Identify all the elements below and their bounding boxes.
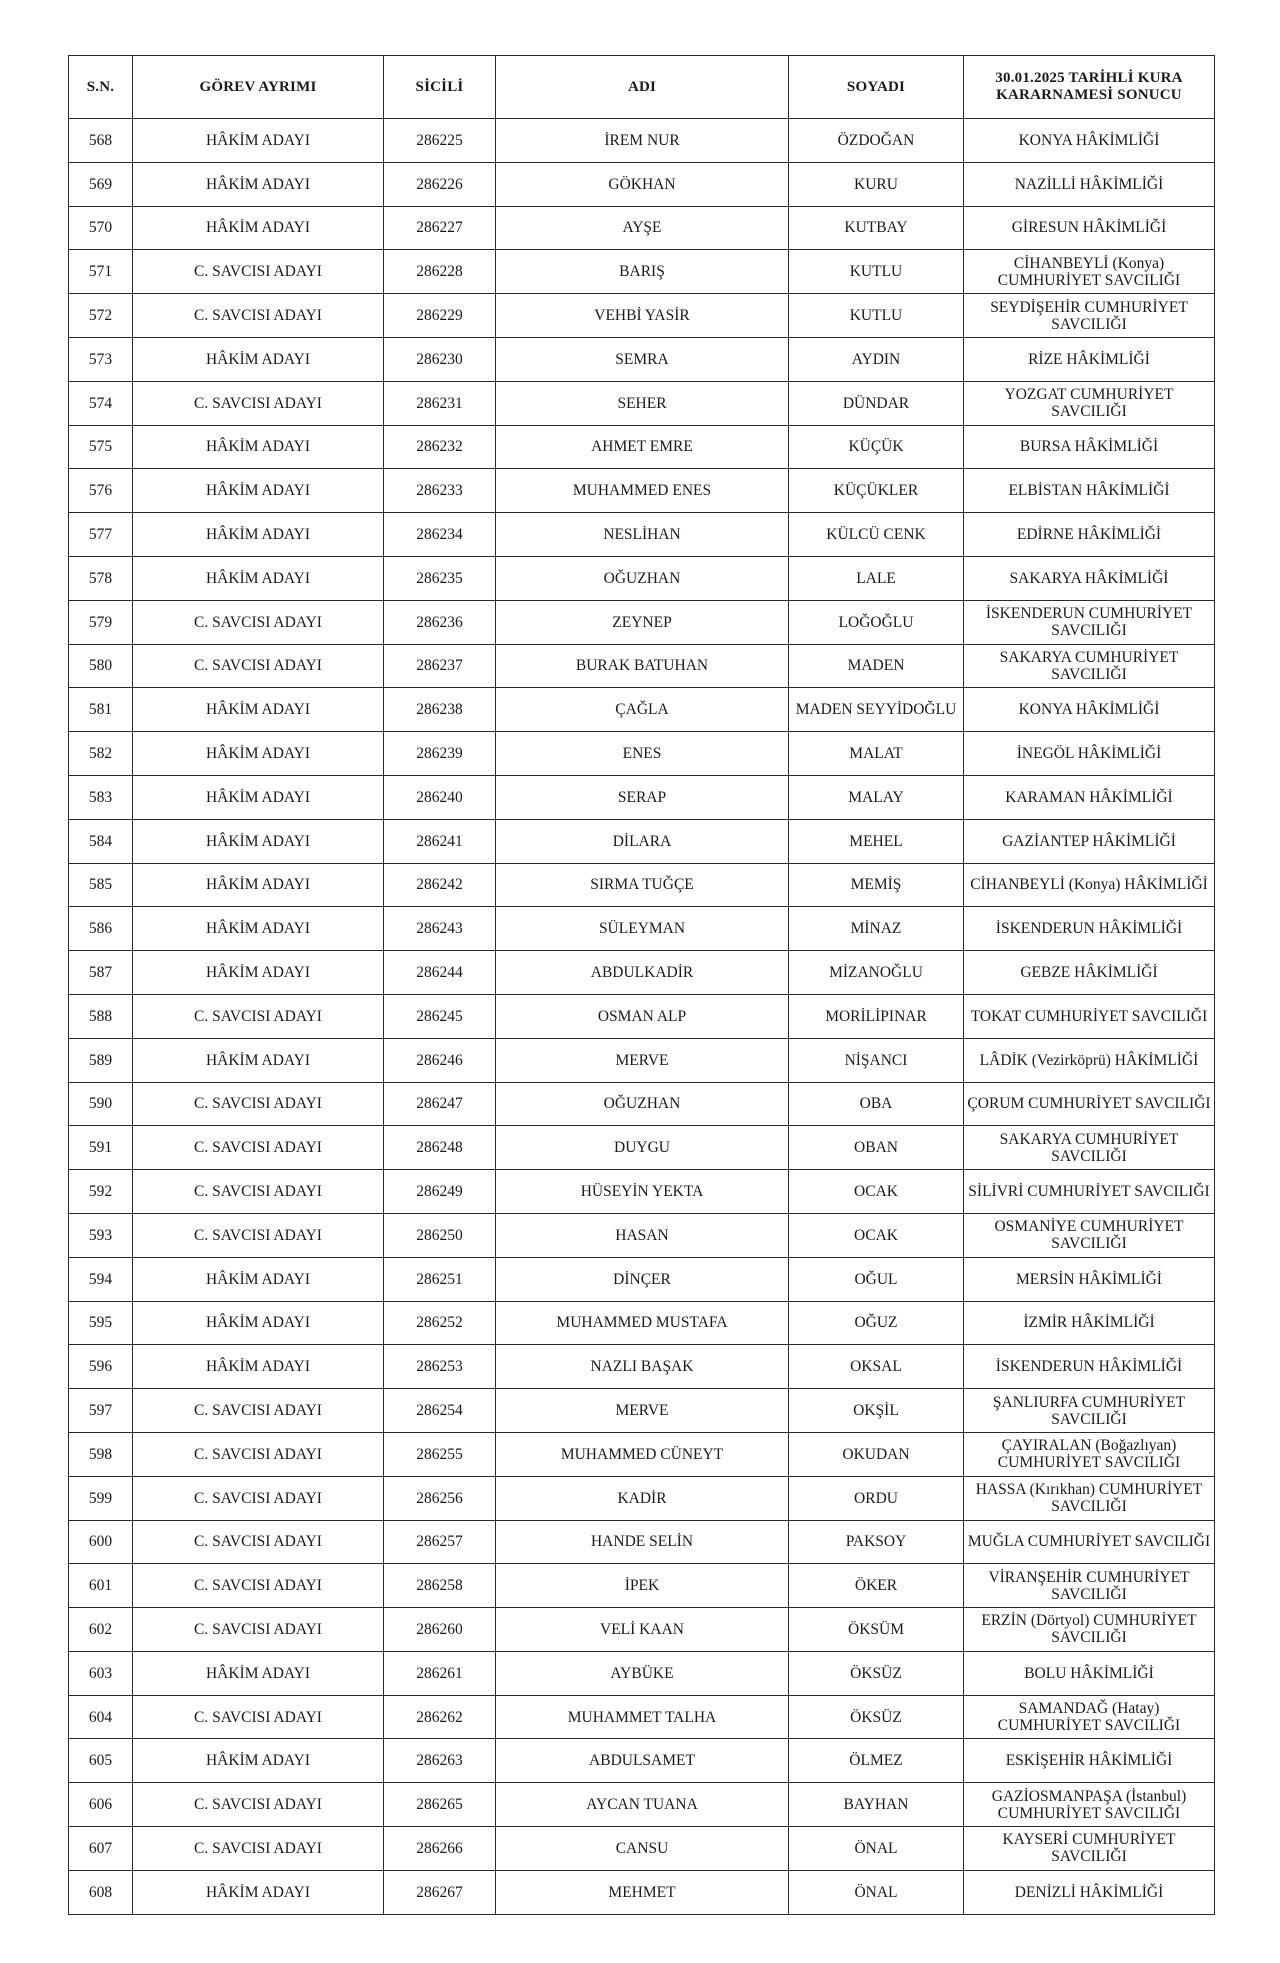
header-adi: ADI [496, 56, 789, 119]
cell-soyadi: ÖKSÜZ [789, 1651, 964, 1695]
cell-adi: ABDULSAMET [496, 1739, 789, 1783]
cell-gorev-ayrimi: C. SAVCISI ADAYI [133, 1170, 384, 1214]
cell-gorev-ayrimi: C. SAVCISI ADAYI [133, 1695, 384, 1739]
table-row [69, 513, 1215, 557]
table-row [69, 425, 1215, 469]
cell-adi: BURAK BATUHAN [496, 644, 789, 688]
cell-adi: KADİR [496, 1476, 789, 1520]
cell-sn: 575 [69, 425, 133, 469]
cell-sn: 607 [69, 1827, 133, 1871]
cell-sn: 572 [69, 294, 133, 338]
cell-adi: OĞUZHAN [496, 1082, 789, 1126]
cell-sn: 583 [69, 775, 133, 819]
cell-sn: 581 [69, 688, 133, 732]
cell-sn: 598 [69, 1432, 133, 1476]
table-row [69, 994, 1215, 1038]
cell-kura-sonucu: KAYSERİ CUMHURİYET SAVCILIĞI [964, 1827, 1215, 1871]
table-row [69, 1213, 1215, 1257]
table-row [69, 863, 1215, 907]
cell-kura-sonucu: DENİZLİ HÂKİMLİĞİ [964, 1870, 1215, 1914]
table-row [69, 1345, 1215, 1389]
cell-sicili: 286225 [384, 119, 496, 163]
cell-sn: 590 [69, 1082, 133, 1126]
table-row [69, 1783, 1215, 1827]
cell-gorev-ayrimi: HÂKİM ADAYI [133, 513, 384, 557]
cell-adi: MUHAMMED ENES [496, 469, 789, 513]
cell-kura-sonucu: KARAMAN HÂKİMLİĞİ [964, 775, 1215, 819]
cell-sicili: 286266 [384, 1827, 496, 1871]
cell-adi: SEHER [496, 381, 789, 425]
table-row [69, 119, 1215, 163]
cell-sicili: 286257 [384, 1520, 496, 1564]
cell-sn: 576 [69, 469, 133, 513]
cell-soyadi: OBA [789, 1082, 964, 1126]
cell-adi: İREM NUR [496, 119, 789, 163]
cell-gorev-ayrimi: HÂKİM ADAYI [133, 688, 384, 732]
cell-gorev-ayrimi: HÂKİM ADAYI [133, 1301, 384, 1345]
cell-adi: ZEYNEP [496, 600, 789, 644]
cell-gorev-ayrimi: HÂKİM ADAYI [133, 162, 384, 206]
cell-adi: MUHAMMET TALHA [496, 1695, 789, 1739]
cell-kura-sonucu: ERZİN (Dörtyol) CUMHURİYET SAVCILIĞI [964, 1608, 1215, 1652]
cell-sn: 592 [69, 1170, 133, 1214]
cell-sicili: 286238 [384, 688, 496, 732]
cell-adi: AHMET EMRE [496, 425, 789, 469]
cell-kura-sonucu: İSKENDERUN CUMHURİYET SAVCILIĞI [964, 600, 1215, 644]
cell-sicili: 286240 [384, 775, 496, 819]
cell-sicili: 286256 [384, 1476, 496, 1520]
cell-sn: 603 [69, 1651, 133, 1695]
cell-sicili: 286260 [384, 1608, 496, 1652]
cell-soyadi: MADEN SEYYİDOĞLU [789, 688, 964, 732]
header-sicili: SİCİLİ [384, 56, 496, 119]
table-row [69, 1257, 1215, 1301]
table-row [69, 1827, 1215, 1871]
cell-soyadi: OBAN [789, 1126, 964, 1170]
cell-adi: DİLARA [496, 819, 789, 863]
cell-gorev-ayrimi: C. SAVCISI ADAYI [133, 1608, 384, 1652]
cell-soyadi: MİZANOĞLU [789, 951, 964, 995]
cell-kura-sonucu: SAKARYA HÂKİMLİĞİ [964, 556, 1215, 600]
cell-gorev-ayrimi: C. SAVCISI ADAYI [133, 1564, 384, 1608]
table-row [69, 1038, 1215, 1082]
cell-gorev-ayrimi: C. SAVCISI ADAYI [133, 1827, 384, 1871]
cell-soyadi: OKSAL [789, 1345, 964, 1389]
cell-adi: ÇAĞLA [496, 688, 789, 732]
table-row [69, 556, 1215, 600]
cell-soyadi: BAYHAN [789, 1783, 964, 1827]
cell-soyadi: KURU [789, 162, 964, 206]
cell-sicili: 286246 [384, 1038, 496, 1082]
header-gorev-ayrimi: GÖREV AYRIMI [133, 56, 384, 119]
cell-sn: 586 [69, 907, 133, 951]
table-row [69, 1301, 1215, 1345]
cell-sicili: 286263 [384, 1739, 496, 1783]
cell-sicili: 286261 [384, 1651, 496, 1695]
cell-adi: VEHBİ YASİR [496, 294, 789, 338]
table-row [69, 294, 1215, 338]
cell-sn: 591 [69, 1126, 133, 1170]
cell-kura-sonucu: ÇORUM CUMHURİYET SAVCILIĞI [964, 1082, 1215, 1126]
cell-sicili: 286237 [384, 644, 496, 688]
cell-gorev-ayrimi: HÂKİM ADAYI [133, 732, 384, 776]
table-row [69, 1695, 1215, 1739]
cell-adi: MEHMET [496, 1870, 789, 1914]
cell-sicili: 286258 [384, 1564, 496, 1608]
table-row [69, 206, 1215, 250]
cell-soyadi: MALAY [789, 775, 964, 819]
cell-kura-sonucu: KONYA HÂKİMLİĞİ [964, 688, 1215, 732]
cell-kura-sonucu: YOZGAT CUMHURİYET SAVCILIĞI [964, 381, 1215, 425]
cell-sicili: 286247 [384, 1082, 496, 1126]
cell-sn: 582 [69, 732, 133, 776]
cell-adi: AYBÜKE [496, 1651, 789, 1695]
cell-adi: AYCAN TUANA [496, 1783, 789, 1827]
cell-gorev-ayrimi: C. SAVCISI ADAYI [133, 1476, 384, 1520]
table-row [69, 1651, 1215, 1695]
cell-sn: 599 [69, 1476, 133, 1520]
table-row [69, 1476, 1215, 1520]
cell-kura-sonucu: OSMANİYE CUMHURİYET SAVCILIĞI [964, 1213, 1215, 1257]
cell-sn: 604 [69, 1695, 133, 1739]
cell-gorev-ayrimi: HÂKİM ADAYI [133, 1257, 384, 1301]
cell-adi: SEMRA [496, 337, 789, 381]
table-row [69, 907, 1215, 951]
cell-sicili: 286243 [384, 907, 496, 951]
cell-soyadi: KUTLU [789, 294, 964, 338]
cell-sn: 571 [69, 250, 133, 294]
table-row [69, 951, 1215, 995]
cell-gorev-ayrimi: HÂKİM ADAYI [133, 775, 384, 819]
cell-sicili: 286231 [384, 381, 496, 425]
cell-gorev-ayrimi: HÂKİM ADAYI [133, 337, 384, 381]
cell-adi: SERAP [496, 775, 789, 819]
cell-sicili: 286233 [384, 469, 496, 513]
cell-sicili: 286227 [384, 206, 496, 250]
cell-kura-sonucu: LÂDİK (Vezirköprü) HÂKİMLİĞİ [964, 1038, 1215, 1082]
table-row [69, 1389, 1215, 1433]
cell-gorev-ayrimi: HÂKİM ADAYI [133, 1870, 384, 1914]
cell-gorev-ayrimi: HÂKİM ADAYI [133, 1739, 384, 1783]
kura-results-table [68, 55, 1215, 1915]
cell-sn: 593 [69, 1213, 133, 1257]
cell-soyadi: ÖKER [789, 1564, 964, 1608]
cell-soyadi: OKUDAN [789, 1432, 964, 1476]
cell-sicili: 286250 [384, 1213, 496, 1257]
cell-soyadi: AYDIN [789, 337, 964, 381]
cell-adi: VELİ KAAN [496, 1608, 789, 1652]
cell-sicili: 286248 [384, 1126, 496, 1170]
cell-sicili: 286229 [384, 294, 496, 338]
cell-kura-sonucu: CİHANBEYLİ (Konya) HÂKİMLİĞİ [964, 863, 1215, 907]
table-row [69, 1870, 1215, 1914]
cell-adi: HÜSEYİN YEKTA [496, 1170, 789, 1214]
cell-kura-sonucu: SİLİVRİ CUMHURİYET SAVCILIĞI [964, 1170, 1215, 1214]
cell-sn: 584 [69, 819, 133, 863]
cell-sicili: 286249 [384, 1170, 496, 1214]
cell-kura-sonucu: HASSA (Kırıkhan) CUMHURİYET SAVCILIĞI [964, 1476, 1215, 1520]
cell-kura-sonucu: ESKİŞEHİR HÂKİMLİĞİ [964, 1739, 1215, 1783]
cell-soyadi: MADEN [789, 644, 964, 688]
cell-adi: CANSU [496, 1827, 789, 1871]
cell-sn: 605 [69, 1739, 133, 1783]
cell-soyadi: NİŞANCI [789, 1038, 964, 1082]
cell-soyadi: MORİLİPINAR [789, 994, 964, 1038]
header-kura-sonucu: 30.01.2025 TARİHLİ KURA KARARNAMESİ SONUCU [964, 56, 1215, 119]
cell-adi: NAZLI BAŞAK [496, 1345, 789, 1389]
cell-soyadi: KÜÇÜKLER [789, 469, 964, 513]
cell-kura-sonucu: RİZE HÂKİMLİĞİ [964, 337, 1215, 381]
cell-soyadi: ÖNAL [789, 1827, 964, 1871]
table-header-row [69, 56, 1215, 119]
cell-sn: 600 [69, 1520, 133, 1564]
cell-gorev-ayrimi: C. SAVCISI ADAYI [133, 1126, 384, 1170]
cell-sn: 579 [69, 600, 133, 644]
cell-sicili: 286267 [384, 1870, 496, 1914]
cell-gorev-ayrimi: HÂKİM ADAYI [133, 951, 384, 995]
cell-adi: AYŞE [496, 206, 789, 250]
cell-gorev-ayrimi: C. SAVCISI ADAYI [133, 600, 384, 644]
cell-gorev-ayrimi: HÂKİM ADAYI [133, 1345, 384, 1389]
cell-gorev-ayrimi: HÂKİM ADAYI [133, 1651, 384, 1695]
cell-kura-sonucu: MERSİN HÂKİMLİĞİ [964, 1257, 1215, 1301]
cell-gorev-ayrimi: HÂKİM ADAYI [133, 119, 384, 163]
cell-kura-sonucu: SAKARYA CUMHURİYET SAVCILIĞI [964, 644, 1215, 688]
cell-soyadi: KUTBAY [789, 206, 964, 250]
cell-gorev-ayrimi: C. SAVCISI ADAYI [133, 250, 384, 294]
cell-sn: 596 [69, 1345, 133, 1389]
cell-kura-sonucu: SAMANDAĞ (Hatay) CUMHURİYET SAVCILIĞI [964, 1695, 1215, 1739]
cell-adi: SÜLEYMAN [496, 907, 789, 951]
cell-kura-sonucu: GEBZE HÂKİMLİĞİ [964, 951, 1215, 995]
cell-soyadi: ÖKSÜZ [789, 1695, 964, 1739]
cell-gorev-ayrimi: HÂKİM ADAYI [133, 556, 384, 600]
cell-kura-sonucu: ŞANLIURFA CUMHURİYET SAVCILIĞI [964, 1389, 1215, 1433]
document-page [68, 55, 1214, 1915]
cell-sicili: 286242 [384, 863, 496, 907]
cell-kura-sonucu: KONYA HÂKİMLİĞİ [964, 119, 1215, 163]
cell-adi: GÖKHAN [496, 162, 789, 206]
cell-gorev-ayrimi: C. SAVCISI ADAYI [133, 381, 384, 425]
cell-sicili: 286253 [384, 1345, 496, 1389]
cell-adi: DUYGU [496, 1126, 789, 1170]
cell-gorev-ayrimi: HÂKİM ADAYI [133, 206, 384, 250]
header-soyadi: SOYADI [789, 56, 964, 119]
cell-kura-sonucu: CİHANBEYLİ (Konya) CUMHURİYET SAVCILIĞI [964, 250, 1215, 294]
table-row [69, 1739, 1215, 1783]
cell-gorev-ayrimi: HÂKİM ADAYI [133, 863, 384, 907]
cell-sn: 608 [69, 1870, 133, 1914]
cell-sicili: 286235 [384, 556, 496, 600]
cell-kura-sonucu: GAZİOSMANPAŞA (İstanbul) CUMHURİYET SAVCILIĞI [964, 1783, 1215, 1827]
cell-gorev-ayrimi: HÂKİM ADAYI [133, 425, 384, 469]
table-row [69, 1608, 1215, 1652]
cell-soyadi: MALAT [789, 732, 964, 776]
cell-gorev-ayrimi: C. SAVCISI ADAYI [133, 1389, 384, 1433]
cell-kura-sonucu: BOLU HÂKİMLİĞİ [964, 1651, 1215, 1695]
table-row [69, 250, 1215, 294]
cell-adi: MUHAMMED CÜNEYT [496, 1432, 789, 1476]
cell-kura-sonucu: VİRANŞEHİR CUMHURİYET SAVCILIĞI [964, 1564, 1215, 1608]
cell-adi: SIRMA TUĞÇE [496, 863, 789, 907]
cell-adi: MERVE [496, 1038, 789, 1082]
cell-sicili: 286265 [384, 1783, 496, 1827]
table-row [69, 732, 1215, 776]
cell-sn: 573 [69, 337, 133, 381]
table-row [69, 381, 1215, 425]
cell-adi: BARIŞ [496, 250, 789, 294]
cell-kura-sonucu: TOKAT CUMHURİYET SAVCILIĞI [964, 994, 1215, 1038]
cell-sicili: 286254 [384, 1389, 496, 1433]
cell-soyadi: OCAK [789, 1213, 964, 1257]
cell-sicili: 286262 [384, 1695, 496, 1739]
cell-sn: 597 [69, 1389, 133, 1433]
cell-gorev-ayrimi: C. SAVCISI ADAYI [133, 1082, 384, 1126]
table-row [69, 337, 1215, 381]
cell-sn: 577 [69, 513, 133, 557]
cell-sn: 588 [69, 994, 133, 1038]
cell-sicili: 286252 [384, 1301, 496, 1345]
cell-sicili: 286230 [384, 337, 496, 381]
cell-sn: 568 [69, 119, 133, 163]
cell-kura-sonucu: EDİRNE HÂKİMLİĞİ [964, 513, 1215, 557]
cell-kura-sonucu: MUĞLA CUMHURİYET SAVCILIĞI [964, 1520, 1215, 1564]
cell-gorev-ayrimi: C. SAVCISI ADAYI [133, 294, 384, 338]
cell-kura-sonucu: İSKENDERUN HÂKİMLİĞİ [964, 1345, 1215, 1389]
table-row [69, 600, 1215, 644]
cell-adi: HASAN [496, 1213, 789, 1257]
cell-soyadi: DÜNDAR [789, 381, 964, 425]
cell-adi: OĞUZHAN [496, 556, 789, 600]
cell-kura-sonucu: BURSA HÂKİMLİĞİ [964, 425, 1215, 469]
cell-soyadi: PAKSOY [789, 1520, 964, 1564]
cell-sicili: 286234 [384, 513, 496, 557]
cell-gorev-ayrimi: C. SAVCISI ADAYI [133, 1520, 384, 1564]
cell-soyadi: OĞUL [789, 1257, 964, 1301]
cell-kura-sonucu: ELBİSTAN HÂKİMLİĞİ [964, 469, 1215, 513]
cell-adi: NESLİHAN [496, 513, 789, 557]
cell-sn: 594 [69, 1257, 133, 1301]
cell-adi: İPEK [496, 1564, 789, 1608]
cell-gorev-ayrimi: HÂKİM ADAYI [133, 1038, 384, 1082]
cell-soyadi: ÖNAL [789, 1870, 964, 1914]
cell-kura-sonucu: SEYDİŞEHİR CUMHURİYET SAVCILIĞI [964, 294, 1215, 338]
cell-kura-sonucu: İSKENDERUN HÂKİMLİĞİ [964, 907, 1215, 951]
cell-adi: OSMAN ALP [496, 994, 789, 1038]
cell-kura-sonucu: İNEGÖL HÂKİMLİĞİ [964, 732, 1215, 776]
cell-gorev-ayrimi: HÂKİM ADAYI [133, 819, 384, 863]
cell-soyadi: ORDU [789, 1476, 964, 1520]
cell-soyadi: LALE [789, 556, 964, 600]
cell-kura-sonucu: SAKARYA CUMHURİYET SAVCILIĞI [964, 1126, 1215, 1170]
table-row [69, 1520, 1215, 1564]
table-row [69, 1170, 1215, 1214]
cell-sicili: 286241 [384, 819, 496, 863]
cell-sn: 602 [69, 1608, 133, 1652]
cell-soyadi: LOĞOĞLU [789, 600, 964, 644]
header-sn: S.N. [69, 56, 133, 119]
cell-sn: 578 [69, 556, 133, 600]
table-row [69, 644, 1215, 688]
cell-sn: 585 [69, 863, 133, 907]
cell-sn: 580 [69, 644, 133, 688]
cell-adi: ABDULKADİR [496, 951, 789, 995]
cell-sn: 569 [69, 162, 133, 206]
cell-sn: 574 [69, 381, 133, 425]
cell-sicili: 286236 [384, 600, 496, 644]
cell-soyadi: OĞUZ [789, 1301, 964, 1345]
cell-adi: MUHAMMED MUSTAFA [496, 1301, 789, 1345]
cell-kura-sonucu: GİRESUN HÂKİMLİĞİ [964, 206, 1215, 250]
cell-sicili: 286244 [384, 951, 496, 995]
cell-sn: 606 [69, 1783, 133, 1827]
cell-sicili: 286255 [384, 1432, 496, 1476]
table-row [69, 775, 1215, 819]
cell-soyadi: ÖKSÜM [789, 1608, 964, 1652]
cell-sicili: 286232 [384, 425, 496, 469]
cell-sn: 595 [69, 1301, 133, 1345]
cell-soyadi: OKŞİL [789, 1389, 964, 1433]
cell-sn: 589 [69, 1038, 133, 1082]
cell-gorev-ayrimi: C. SAVCISI ADAYI [133, 1432, 384, 1476]
table-row [69, 819, 1215, 863]
cell-soyadi: KÜÇÜK [789, 425, 964, 469]
cell-kura-sonucu: İZMİR HÂKİMLİĞİ [964, 1301, 1215, 1345]
cell-sn: 570 [69, 206, 133, 250]
cell-adi: HANDE SELİN [496, 1520, 789, 1564]
cell-gorev-ayrimi: HÂKİM ADAYI [133, 907, 384, 951]
table-row [69, 1432, 1215, 1476]
table-row [69, 1082, 1215, 1126]
cell-soyadi: OCAK [789, 1170, 964, 1214]
cell-gorev-ayrimi: C. SAVCISI ADAYI [133, 1213, 384, 1257]
cell-sicili: 286251 [384, 1257, 496, 1301]
cell-kura-sonucu: GAZİANTEP HÂKİMLİĞİ [964, 819, 1215, 863]
cell-soyadi: ÖZDOĞAN [789, 119, 964, 163]
cell-soyadi: ÖLMEZ [789, 1739, 964, 1783]
cell-sicili: 286228 [384, 250, 496, 294]
cell-gorev-ayrimi: C. SAVCISI ADAYI [133, 994, 384, 1038]
cell-gorev-ayrimi: HÂKİM ADAYI [133, 469, 384, 513]
table-row [69, 469, 1215, 513]
cell-soyadi: MEMİŞ [789, 863, 964, 907]
cell-soyadi: MİNAZ [789, 907, 964, 951]
cell-sicili: 286239 [384, 732, 496, 776]
cell-sn: 587 [69, 951, 133, 995]
cell-sn: 601 [69, 1564, 133, 1608]
cell-kura-sonucu: NAZİLLİ HÂKİMLİĞİ [964, 162, 1215, 206]
cell-soyadi: KÜLCÜ CENK [789, 513, 964, 557]
cell-sicili: 286226 [384, 162, 496, 206]
cell-adi: ENES [496, 732, 789, 776]
cell-soyadi: MEHEL [789, 819, 964, 863]
table-body [69, 119, 1215, 1915]
cell-soyadi: KUTLU [789, 250, 964, 294]
cell-adi: DİNÇER [496, 1257, 789, 1301]
table-row [69, 688, 1215, 732]
cell-adi: MERVE [496, 1389, 789, 1433]
cell-sicili: 286245 [384, 994, 496, 1038]
cell-kura-sonucu: ÇAYIRALAN (Boğazlıyan) CUMHURİYET SAVCILIĞI [964, 1432, 1215, 1476]
cell-gorev-ayrimi: C. SAVCISI ADAYI [133, 644, 384, 688]
table-row [69, 1564, 1215, 1608]
table-row [69, 162, 1215, 206]
table-row [69, 1126, 1215, 1170]
cell-gorev-ayrimi: C. SAVCISI ADAYI [133, 1783, 384, 1827]
